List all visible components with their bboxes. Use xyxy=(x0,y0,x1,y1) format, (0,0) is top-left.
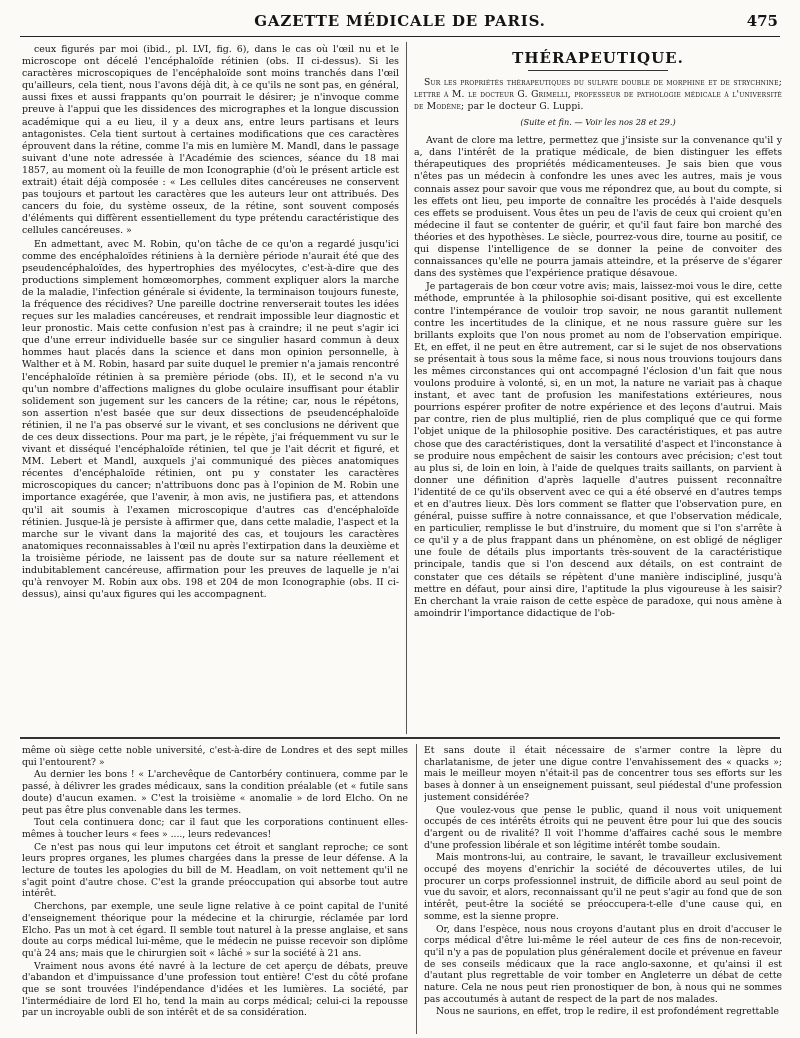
page-number: 475 xyxy=(746,12,778,30)
paragraph: Vraiment nous avons été navré à la lecture de cet aperçu de débats, preuve d'abandon et d'impuissance d'une profession tout entière! C'est du côté profane que se sont trouvées l'indépendance d'idées et les lumières. La société, par l'intermédiaire de lord El ho, tend la main au corps médical; celui-ci la repousse par un incroyable oubli de son intérêt et de sa considération. xyxy=(22,960,408,1019)
paragraph: Au dernier les bons ! « L'archevêque de Cantorbéry continuera, comme par le passé, à délivrer les grades médicaux, sans la condition préalable (et « futile sans doute) d'aucun examen. » C'est la troisième « anomalie » de lord Elcho. On ne peut pas être plus convenable dans les termes. xyxy=(22,769,408,816)
paragraph: même où siège cette noble université, c'est-à-dire de Londres et des sept milles qui l'entourent? » xyxy=(22,745,408,768)
section-title: THÉRAPEUTIQUE. xyxy=(512,49,684,67)
paragraph: Que voulez-vous que pense le public, quand il nous voit uniquement occupés de ces intérêts étroits qui ne peuvent être pour lui que des soucis d'argent ou de rivalité? Il voit l'homme d'affaires caché sous le membre d'une profession libérale et son légitime intérêt tombe soudain. xyxy=(424,804,782,851)
column-bottom-right xyxy=(424,745,782,1035)
page-header xyxy=(0,8,800,36)
continuation-note: (Suite et fin. — Voir les nos 28 et 29.) xyxy=(520,117,676,128)
paragraph: ceux figurés par moi (ibid., pl. LVI, fig. 6), dans le cas où l'œil nu et le microscope ont décelé l'encéphaloïde rétinien (obs. II ci-dessus). Si les caractères microscopiques de l'encéphaloïde sont moins tranchés dans l'œil qu'ailleurs, cela tient, nous l'avons déjà dit, à ce qu'ils ne sont pas, en général, aussi fixes et aussi frappants qu'on pourrait le désirer; je n'invoque comme preuve à l'appui que les dissidences des micrographes et la longue discussion académique qui a eu lieu, il y a deux ans, entre leurs partisans et leurs antagonistes. Cela tient surtout à certaines modifications que ces caractères éprouvent dans la rétine, comme l'a mis en lumière M. Mandl, dans le passage suivant d'une note adressée à l'Académie des sciences, séance du 18 mai 1857, au moment où la feuille de mon Iconographie (d'où le présent article est extrait) était déjà composée : « Les cellules dites cancéreuses ne conservent pas toujours et partout les caractères que les auteurs leur ont attribués. Des cancers du foie, du système osseux, de la rétine, sont souvent composés d'éléments qui diffèrent essentiellement du type prétendu caractéristique des cellules cancéreuses. » xyxy=(22,44,399,237)
paragraph: Avant de clore ma lettre, permettez que j'insiste sur la convenance qu'il y a, dans l'intérêt de la pratique médicale, de bien distinguer les effets thérapeutiques des propriétés médicamenteuses. Je sais bien que vous n'êtes pas un médecin à confondre les unes avec les autres, mais je vous connais assez pour savoir que vous me répondrez que, au bout du compte, si les effets ont lieu, peu importe de connaître les procédés à l'aide desquels ces effets se produisent. Vous êtes un peu de l'avis de ceux qui croient qu'en médecine il faut se contenter de guérir, et qu'il faut faire bon marché des théories et des hypothèses. Le siècle, pourrez-vous dire, tourne au positif, ce qui dispense l'intelligence de se donner la peine de convoiter des connaissances qu'elle ne pourra jamais atteindre, et la préserve de s'égarer dans des systèmes que l'expérience pratique désavoue. xyxy=(414,135,782,280)
article-author: par le docteur G. Luppi. xyxy=(467,101,584,113)
paragraph: En admettant, avec M. Robin, qu'on tâche de ce qu'on a regardé jusqu'ici comme des encéphaloïdes rétiniens à la dernière période n'aurait été que des pseudencéphaloïdes, des hypertrophies des myélocytes, c'est-à-dire que des productions simplement homœomorphes, comment expliquer alors la marche de la maladie, l'infection générale si évidente, la terminaison toujours funeste, la fréquence des récidives? Une pareille doctrine renverserait toutes les idées reçues sur les maladies cancéreuses, et rendrait impossible leur diagnostic et leur pronostic. Mais cette confusion n'est pas à craindre; il ne peut s'agir ici que d'une erreur individuelle basée sur ce singulier hasard commun à deux hommes haut placés dans la science et dans mon opinion personnelle, à Walther et à M. Robin, hasard par suite duquel le premier n'a jamais rencontré l'encéphaloïde rétinien à sa première période (obs. II), et le second n'a vu qu'un nombre d'affections malignes du globe oculaire insuffisant pour établir solidement son jugement sur les cancers de la rétine; car, nous le répétons, son assertion n'est basée que sur deux dissections de pseudencéphaloïde rétinien, il ne l'a pas observé sur le vivant, et ses conclusions ne dérivent que de ces deux dissections. Pour ma part, je le répète, j'ai fréquemment vu sur le vivant et disséqué l'encéphaloïde rétinien, tel que je l'ait décrit et figuré, et MM. Lebert et Mandl, auxquels j'ai communiqué des pièces anatomiques récentes d'encéphaloïde rétinien, ont pu y constater les caractères microscopiques du cancer; n'attribuons donc pas à l'opinion de M. Robin une importance exagérée, que l'avenir, à mon avis, ne justifiera pas, et attendons qu'il ait soumis à l'examen microscopique d'autres cas d'encéphaloïde rétinien. Jusque-là je persiste à affirmer que, dans cette maladie, l'aspect et la marche sur le vivant dans la majorité des cas, et toujours les caractères anatomiques reconnaissables à l'œil nu après l'extirpation dans la deuxième et la troisième période, ne laissent pas de doute sur sa nature réellement et indubitablement cancéreuse, affirmation pour les preuves de laquelle je n'ai qu'à renvoyer M. Robin aux obs. 198 et 204 de mon Iconographie (obs. II ci-dessus), ainsi qu'aux figures qui les accompagnent. xyxy=(22,238,399,601)
paragraph: Nous ne saurions, en effet, trop le redire, il est profondément regrettable xyxy=(436,1006,779,1018)
column-divider-bottom xyxy=(416,744,417,1034)
paragraph: Je partagerais de bon cœur votre avis; mais, laissez-moi vous le dire, cette méthode, empruntée à la philosophie soi-disant positive, qui est excellente contre l'intempérance de vouloir trop savoir, ne nous garantit nullement contre les incertitudes de la clinique, et ne nous rassure guère sur les brillants exploits que l'on nous promet au nom de l'observation empirique. Et, en effet, il ne peut en être autrement, car si le sujet de nos observations se présentait à tous sous la même face, si nous nous trouvions toujours dans les mêmes circonstances qui ont accompagné l'éclosion d'un fait que nous voulons produire à volonté, si, en un mot, la nature ne variait pas à chaque instant, et avec tant de profusion les manifestations extérieures, nous pourrions espérer profiter de notre expérience et des leçons d'autrui. Mais par contre, rien de plus multiplié, rien de plus compliqué que ce qui forme l'objet unique de la philosophie positive. Des caractéristiques, et pas autre chose que des caractéristiques, dont la versatilité d'aspect et l'inconstance à se produire nous empêchent de saisir les contours avec précision; c'est tout au plus si, de loin en loin, à l'aide de quelques traits saillants, on parvient à donner une définition d'après laquelle d'autres puissent reconnaître l'identité de ce qu'ils observent avec ce qui a été observé en d'autres temps et en d'autres lieux. Dès lors comment se flatter que l'observation pure, en général, puisse suffire à notre connaissance, et que l'observation médicale, en particulier, remplisse le but d'instruire, du moment que si l'on s'arrête à ce qu'il y a de plus frappant dans un phénomène, on est obligé de négliger une foule de détails plus importants très-souvent de la caractéristique principale, tandis que si l'on descend aux détails, on est contraint de constater que ces détails se répètent d'une manière indiscipliné, jusqu'à mettre en défaut, pour ainsi dire, l'aptitude la plus vigoureuse à les saisir? En cherchant la vraie raison de cette espèce de paradoxe, qui nous amène à amoindrir l'importance didactique de l'ob- xyxy=(414,281,782,619)
section-divider xyxy=(20,737,780,741)
paragraph: Tout cela continuera donc; car il faut que les corporations continuent elles-mêmes à toucher leurs « fees » ...., leurs redevances! xyxy=(22,817,408,840)
header-rule xyxy=(20,36,780,37)
paragraph: Or, dans l'espèce, nous nous croyons d'autant plus en droit d'accuser le corps médical d'être lui-même le réel auteur de ces fins de non-recevoir, qu'il n'y a pas de population plus généralement docile et prévenue en faveur de ses conseils médicaux que la race anglo-saxonne, et qu'ainsi il est d'autant plus regrettable de voir tomber en Angleterre un débat de cette nature. Cela ne nous peut rien pronostiquer de bon, à nous qui ne sommes pas accoutumés à autant de respect de la part de nos malades. xyxy=(424,923,782,1005)
column-bottom-left xyxy=(22,745,408,1035)
paragraph: Mais montrons-lui, au contraire, le savant, le travailleur exclusivement occupé des moyens d'enrichir la société de découvertes utiles, de lui procurer un corps professionnel instruit, de difficile abord au seul point de vue du savoir, et alors, reconnaissant qu'il ne peut s'agir au fond que de son intérêt, peut-être la société se préoccupera-t-elle d'une cause qui, en somme, est la sienne propre. xyxy=(424,852,782,922)
paragraph: Ce n'est pas nous qui leur imputons cet étroit et sanglant reproche; ce sont leurs propres organes, les plumes chargées dans la presse de leur défense. A la lecture de toutes les apologies du bill de M. Headlam, on voit nettement qu'il ne s'agit point d'autre chose. C'est la grande préoccupation qui absorbe tout autre intérêt. xyxy=(22,841,408,900)
paragraph: Et sans doute il était nécessaire de s'armer contre la lèpre du charlatanisme, de jeter une digue contre l'envahissement des « quacks »; mais le meilleur moyen n'était-il pas de concentrer tous ses efforts sur les bases à donner à un enseignement puissant, seul piédestal d'une profession justement considérée? xyxy=(424,745,782,803)
journal-title: GAZETTE MÉDICALE DE PARIS. xyxy=(254,12,546,30)
column-top-left xyxy=(22,44,399,734)
article-heading xyxy=(414,77,782,113)
title-rule xyxy=(528,70,668,71)
column-top-right xyxy=(414,44,782,734)
column-divider-top xyxy=(406,42,407,734)
article-heading-text: Sur les propriétés thérapeutiques du sulfate double de morphine et de strychnine; lettre à M. le docteur G. Grimelli, professeur de pathologie médicale à l'université de Modène; xyxy=(414,77,782,113)
paragraph: Cherchons, par exemple, une seule ligne relative à ce point capital de l'unité d'enseignement théorique pour la médecine et la chirurgie, réclamée par lord Elcho. Pas un mot à cet égard. Il semble tout naturel à la presse anglaise, et sans doute au corps médical lui-même, que le médecin ne puisse recevoir son diplôme qu'à 24 ans; mais que le chirurgien soit « lâché » sur la société à 21 ans. xyxy=(22,901,408,959)
